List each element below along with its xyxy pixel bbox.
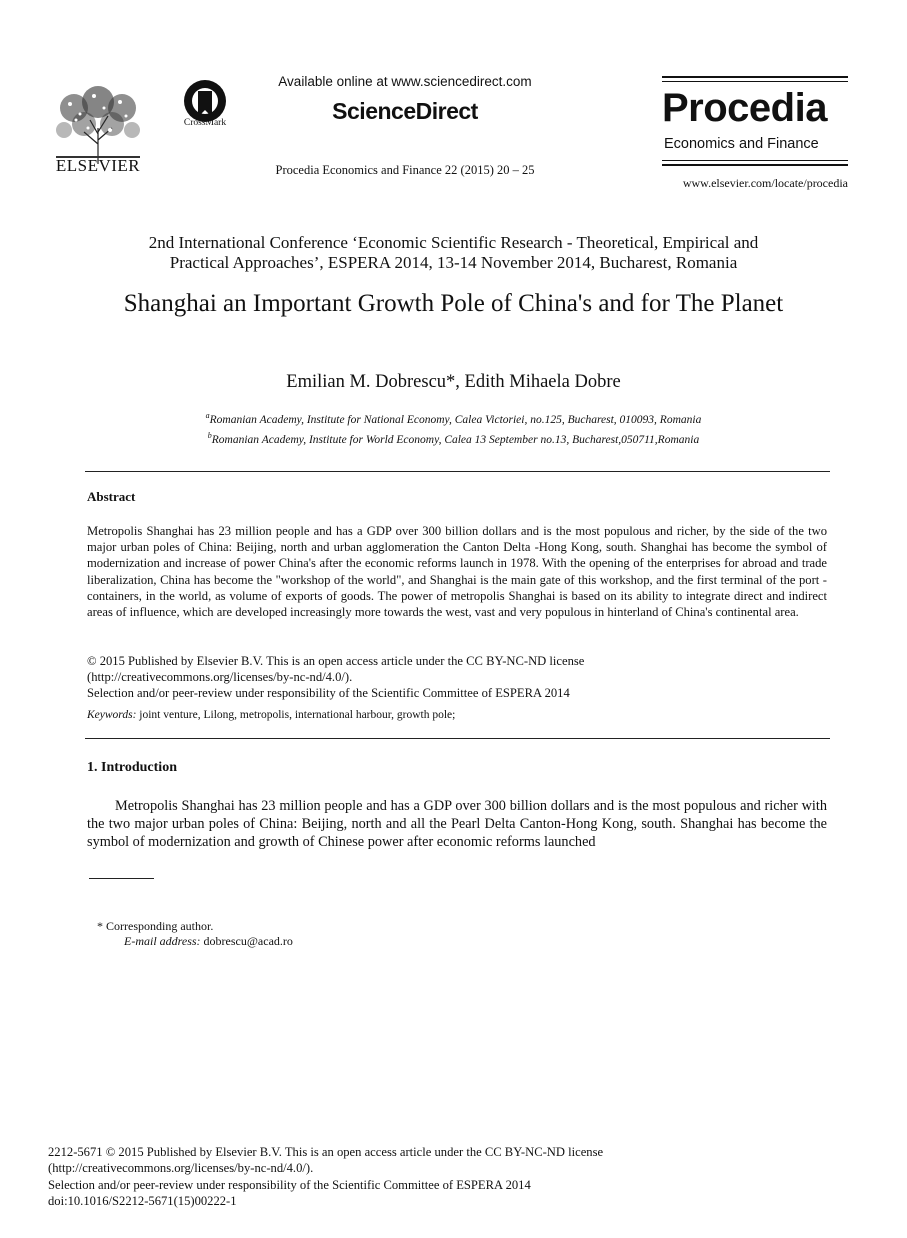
conference-line: 2nd International Conference ‘Economic Scientific Research - Theoretical, Empirical and xyxy=(148,233,759,252)
crossmark-label: CrossMark xyxy=(183,118,227,128)
email-label: E-mail address: xyxy=(124,934,201,948)
license-block xyxy=(87,653,827,701)
procedia-wordmark: Procedia xyxy=(662,86,827,130)
email-footnote xyxy=(124,934,293,949)
footnote-divider xyxy=(89,878,154,879)
affiliation-text: Romanian Academy, Institute for National Economy, Calea Victoriei, no.125, Bucharest, 010093, Romania xyxy=(209,413,702,426)
procedia-top-rule xyxy=(662,76,848,78)
keywords-label: Keywords: xyxy=(87,709,137,721)
keywords-line xyxy=(87,709,827,721)
affiliations xyxy=(60,408,847,448)
procedia-top-rule-thin xyxy=(662,81,848,82)
keywords-list: joint venture, Lilong, metropolis, international harbour, growth pole; xyxy=(136,709,456,721)
footer-license-url-link[interactable]: (http://creativecommons.org/licenses/by-nc-nd/4.0/). xyxy=(48,1161,314,1176)
affiliation-b xyxy=(60,428,847,448)
paper-title: Shanghai an Important Growth Pole of China's and for The Planet xyxy=(123,290,784,317)
peer-review-statement: Selection and/or peer-review under responsibility of the Scientific Committee of ESPERA 2014 xyxy=(87,686,570,700)
abstract-heading: Abstract xyxy=(87,489,136,504)
affiliation-marker: b xyxy=(207,430,212,440)
affiliation-marker: a xyxy=(205,411,210,420)
journal-citation: Procedia Economics and Finance 22 (2015) 20 – 25 xyxy=(275,163,535,177)
conference-info xyxy=(90,233,817,273)
affiliation-text: Romanian Academy, Institute for World Economy, Calea 13 September no.13, Bucharest,050711,Romania xyxy=(211,433,700,446)
procedia-subtitle: Economics and Finance xyxy=(664,136,819,152)
abstract-top-divider xyxy=(85,471,830,472)
procedia-bottom-rule xyxy=(662,164,848,166)
footer-peer-review: Selection and/or peer-review under responsibility of the Scientific Committee of ESPERA 2014 xyxy=(48,1177,531,1192)
sciencedirect-wordmark: ScienceDirect xyxy=(332,98,478,124)
publisher-wordmark: ELSEVIER xyxy=(55,156,141,175)
license-statement: © 2015 Published by Elsevier B.V. This is an open access article under the CC BY-NC-ND license xyxy=(87,654,585,668)
abstract-body: Metropolis Shanghai has 23 million people and has a GDP over 300 billion dollars and is the most populous and richer, by the side of the two major urban poles of China: Beijing, north and urban agglomeration the Canton Delta -Hong Kong, south. Shanghai has become the symbol of modernization and increase of power China's after the economic reforms launch in 1978. With the opening of the enterprises for abroad and trade liberalization, China has become the "workshop of the world", and Shanghai is the main gate of this workshop, and the first terminal of the port -containers, in the world, as volume of exports of goods. The power of metropolis Shanghai is based on its ability to integrate direct and indirect areas of influence, which are developed increasingly more towards the west, vast and very populous in hinterland of China's continental area. xyxy=(87,524,827,620)
page-footer xyxy=(48,1144,848,1209)
abstract-bottom-divider xyxy=(85,738,830,739)
introduction-body: Metropolis Shanghai has 23 million people and has a GDP over 300 billion dollars and is the most populous and richer with the two major urban poles of China: Beijing, north and all the Pearl Delta Canton-Hong Kong, south. Shanghai has become the symbol of modernization and growth of Chinese power after economic reforms launched xyxy=(87,798,827,851)
footer-doi[interactable]: doi:10.1016/S2212-5671(15)00222-1 xyxy=(48,1193,237,1208)
paper-authors: Emilian M. Dobrescu*, Edith Mihaela Dobre xyxy=(286,372,621,392)
procedia-url-link[interactable]: www.elsevier.com/locate/procedia xyxy=(682,176,848,190)
corresponding-author-note: * Corresponding author. xyxy=(97,919,214,933)
procedia-bottom-rule-thin xyxy=(662,160,848,161)
affiliation-a xyxy=(60,408,847,428)
footer-issn-license: 2212-5671 © 2015 Published by Elsevier B.V. This is an open access article under the CC BY-NC-ND license xyxy=(48,1145,604,1159)
license-url-link[interactable]: (http://creativecommons.org/licenses/by-nc-nd/4.0/). xyxy=(87,670,353,684)
email-address[interactable]: dobrescu@acad.ro xyxy=(200,934,293,948)
available-online-text[interactable]: Available online at www.sciencedirect.com xyxy=(278,74,532,89)
introduction-heading: 1. Introduction xyxy=(87,760,177,775)
conference-line: Practical Approaches’, ESPERA 2014, 13-14 November 2014, Bucharest, Romania xyxy=(169,253,738,272)
